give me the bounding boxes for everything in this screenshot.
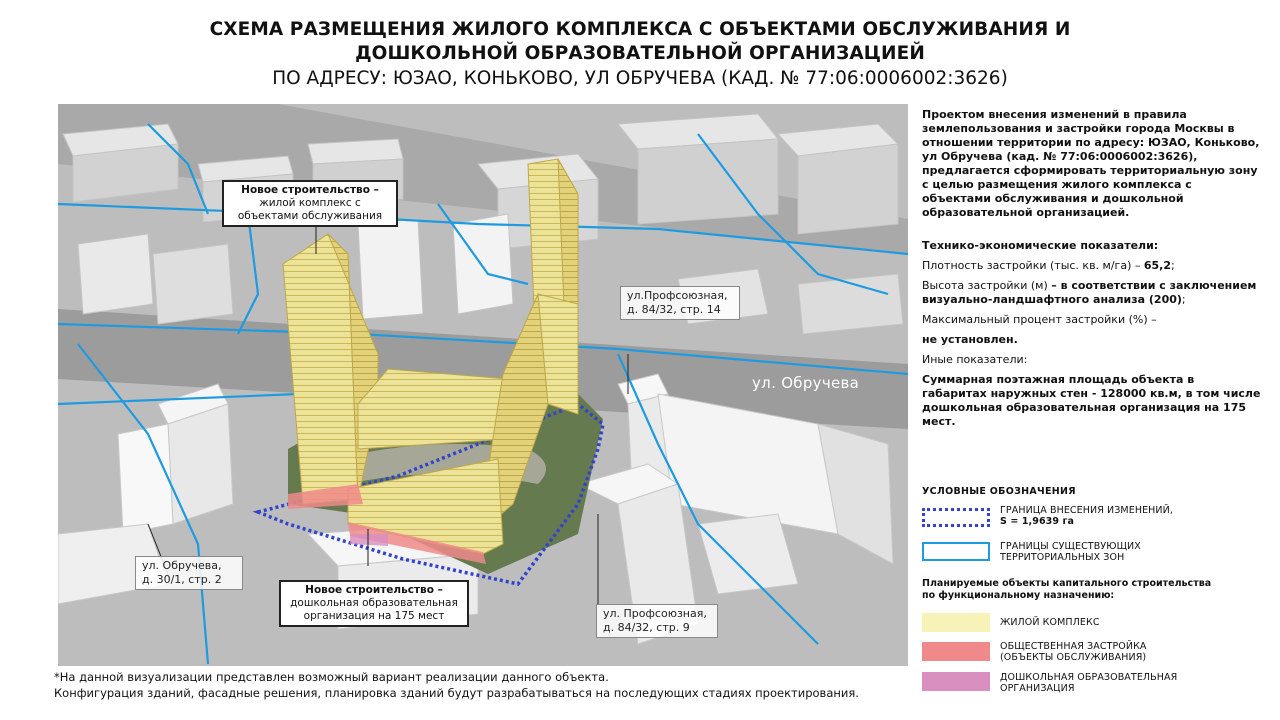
legend-label-residential: ЖИЛОЙ КОМПЛЕКС xyxy=(1000,617,1100,628)
legend-label-existing-zones-line1: ГРАНИЦЫ СУЩЕСТВУЮЩИХ xyxy=(1000,541,1141,552)
legend-label-change-boundary xyxy=(1000,505,1173,527)
callout-kindergarten xyxy=(279,580,469,627)
info-panel xyxy=(922,108,1262,429)
max-percent-value xyxy=(922,333,1262,347)
footnote-line-1: *На данной визуализации представлен возможный вариант реализации данного объекта. xyxy=(54,670,609,684)
project-description: Проектом внесения изменений в правила землепользования и застройки города Москвы в отношении территории по адресу: ЮЗАО, Коньково, ул Обручева (кад. № 77:06:0006002:3626), предлагается сформировать территориальную зону с целью размещения жилого комплекса с объектами обслуживания и дошкольной образовательной организацией. xyxy=(922,108,1260,219)
legend-label-kindergarten xyxy=(1000,672,1177,694)
legend-planned-heading xyxy=(922,578,1211,602)
callout-kindergarten-text: дошкольная образовательная организация на 175 мест xyxy=(290,597,458,622)
address-profsoyuznaya-9-line2: д. 84/32, стр. 9 xyxy=(603,621,690,634)
legend-swatch-existing-zones xyxy=(922,542,990,561)
callout-residential xyxy=(222,180,398,227)
legend-label-kindergarten-line1: ДОШКОЛЬНАЯ ОБРАЗОВАТЕЛЬНАЯ xyxy=(1000,672,1178,683)
legend-label-public xyxy=(1000,641,1147,663)
kindergarten-building xyxy=(350,534,388,546)
address-profsoyuznaya-9 xyxy=(596,604,718,638)
address-profsoyuznaya-14 xyxy=(620,286,740,320)
callout-kindergarten-heading: Новое строительство – xyxy=(305,584,443,596)
max-percent-value-text: не установлен. xyxy=(922,333,1018,346)
legend-title: УСЛОВНЫЕ ОБОЗНАЧЕНИЯ xyxy=(922,486,1076,497)
footnote-line-2: Конфигурация зданий, фасадные решения, планировка зданий будут разрабатываться на последующих стадиях проектирования. xyxy=(54,686,859,700)
legend-label-existing-zones-line2: ТЕРРИТОРИАЛЬНЫХ ЗОН xyxy=(1000,552,1125,563)
other-value-text: Суммарная поэтажная площадь объекта в габаритах наружных стен - 128000 кв.м, в том числе дошкольная образовательная организация на 175 мест. xyxy=(922,373,1261,428)
legend-label-public-line2: (ОБЪЕКТЫ ОБСЛУЖИВАНИЯ) xyxy=(1000,652,1147,663)
other-label: Иные показатели: xyxy=(922,353,1028,366)
legend-swatch-kindergarten xyxy=(922,672,990,691)
page-title xyxy=(0,18,1280,92)
legend-swatch-public xyxy=(922,642,990,661)
address-obrucheva-30 xyxy=(135,556,243,590)
density-row xyxy=(922,259,1262,273)
density-value: 65,2 xyxy=(1143,259,1171,272)
height-label: Высота застройки (м) xyxy=(922,279,1052,292)
footnote xyxy=(54,669,859,701)
address-profsoyuznaya-9-line1: ул. Профсоюзная, xyxy=(603,607,707,620)
legend-label-kindergarten-line2: ОРГАНИЗАЦИЯ xyxy=(1000,683,1075,694)
legend-swatch-residential xyxy=(922,613,990,632)
height-value: – в соответствии с заключением визуально-ландшафтного анализа (200) xyxy=(922,279,1257,306)
callout-residential-text: жилой комплекс с объектами обслуживания xyxy=(237,197,383,222)
density-label: Плотность застройки (тыс. кв. м/га) – xyxy=(922,259,1144,272)
callout-residential-heading: Новое строительство – xyxy=(241,184,379,196)
legend-swatch-change-boundary xyxy=(922,508,990,527)
street-label-obrucheva: ул. Обручева xyxy=(752,374,860,392)
legend-planned-line1: Планируемые объекты капитального строительства xyxy=(922,578,1212,589)
legend-planned-line2: по функциональному назначению: xyxy=(922,590,1115,601)
title-address: ПО АДРЕСУ: ЮЗАО, КОНЬКОВО, УЛ ОБРУЧЕВА (КАД. № 77:06:0006002:3626) xyxy=(272,68,1008,89)
title-line-1: СХЕМА РАЗМЕЩЕНИЯ ЖИЛОГО КОМПЛЕКСА С ОБЪЕКТАМИ ОБСЛУЖИВАНИЯ И xyxy=(209,19,1071,40)
legend-label-change-boundary-line2: S = 1,9639 га xyxy=(1000,516,1075,527)
tep-heading: Технико-экономические показатели: xyxy=(922,239,1159,252)
other-value xyxy=(922,373,1262,429)
address-obrucheva-30-line2: д. 30/1, стр. 2 xyxy=(142,573,222,586)
legend-label-change-boundary-line1: ГРАНИЦА ВНЕСЕНИЯ ИЗМЕНЕНИЙ, xyxy=(1000,505,1173,516)
height-row xyxy=(922,279,1262,307)
legend-label-public-line1: ОБЩЕСТВЕННАЯ ЗАСТРОЙКА xyxy=(1000,641,1147,652)
max-percent-label: Максимальный процент застройки (%) – xyxy=(922,313,1157,326)
legend-label-existing-zones xyxy=(1000,541,1141,563)
address-profsoyuznaya-14-line2: д. 84/32, стр. 14 xyxy=(627,303,721,316)
address-obrucheva-30-line1: ул. Обручева, xyxy=(142,559,222,572)
density-suffix: ; xyxy=(1171,259,1175,272)
title-line-2: ДОШКОЛЬНОЙ ОБРАЗОВАТЕЛЬНОЙ ОРГАНИЗАЦИЕЙ xyxy=(355,43,925,64)
address-profsoyuznaya-14-line1: ул.Профсоюзная, xyxy=(627,289,728,302)
height-suffix: ; xyxy=(1181,293,1186,306)
